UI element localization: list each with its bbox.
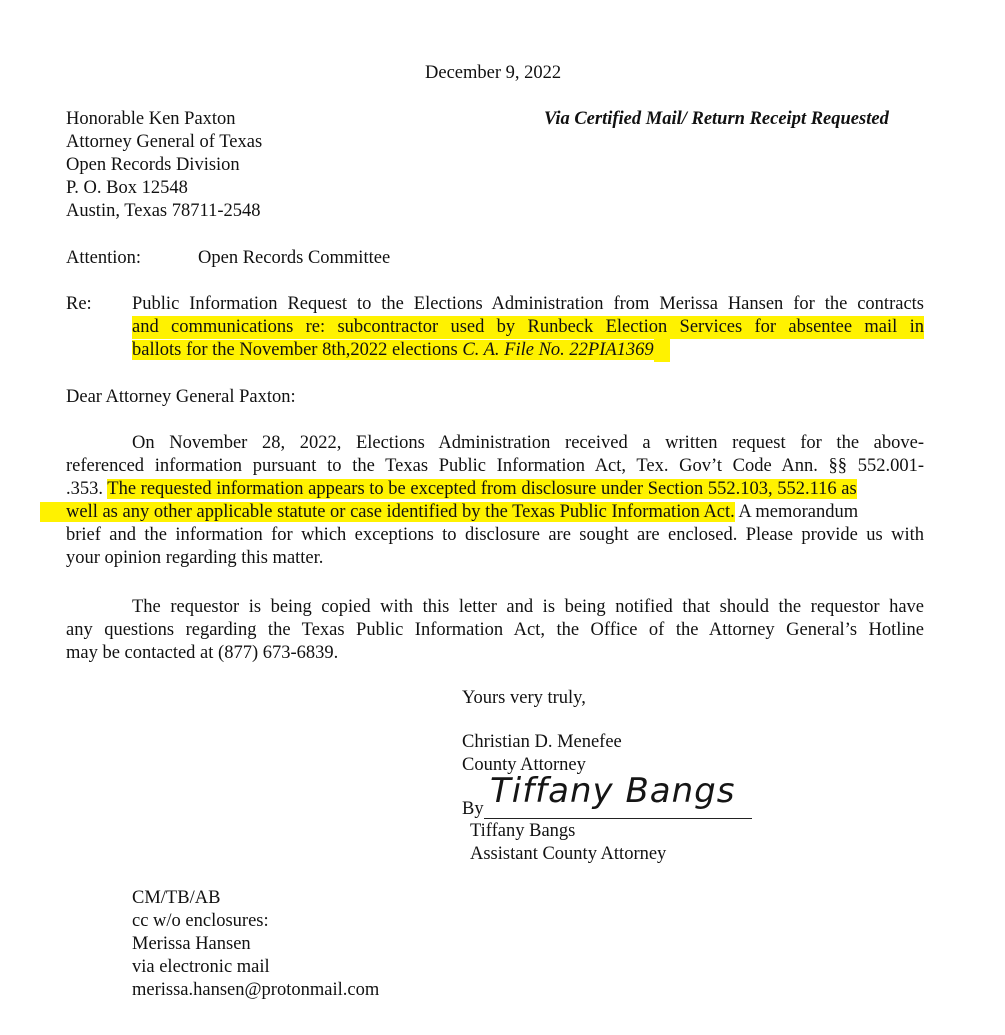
- letter-date: December 9, 2022: [425, 63, 562, 83]
- salutation: Dear Attorney General Paxton:: [66, 387, 296, 407]
- handwritten-signature: Tiffany Bangs: [490, 771, 736, 811]
- paragraph-highlight: The requested information appears to be excepted from disclosure under Section 552.103, 552.116 as: [107, 479, 857, 499]
- paragraph-line: your opinion regarding this matter.: [66, 548, 324, 568]
- closing: Yours very truly,: [462, 688, 586, 708]
- recipient-line: Attorney General of Texas: [66, 132, 263, 152]
- re-highlight: ballots for the November 8th,2022 elections: [132, 340, 463, 360]
- re-line: Public Information Request to the Elections Administration from Merissa Hansen for the contracts: [132, 294, 924, 314]
- paragraph-line: [40, 501, 858, 524]
- signer-name: Christian D. Menefee: [462, 732, 622, 752]
- recipient-line: Austin, Texas 78711-2548: [66, 201, 261, 221]
- delivery-method: Via Certified Mail/ Return Receipt Requested: [544, 109, 889, 129]
- recipient-line: P. O. Box 12548: [66, 178, 188, 198]
- paragraph-line: The requestor is being copied with this letter and is being notified that should the requestor have: [132, 597, 924, 617]
- cc-name: Merissa Hansen: [132, 934, 251, 954]
- recipient-line: Open Records Division: [66, 155, 240, 175]
- paragraph-text: .353.: [66, 479, 108, 499]
- re-highlight: and communications re: subcontractor used by Runbeck Election Services for absentee mail in: [132, 317, 924, 337]
- assistant-name: Tiffany Bangs: [470, 821, 576, 841]
- cc-line: cc w/o enclosures:: [132, 911, 269, 931]
- paragraph-highlight: well as any other applicable statute or case identified by the Texas Public Information Act.: [40, 502, 735, 522]
- re-line-highlighted: [132, 339, 670, 362]
- paragraph-line: On November 28, 2022, Elections Administration received a written request for the above-: [132, 433, 924, 453]
- recipient-line: Honorable Ken Paxton: [66, 109, 236, 129]
- cc-email: merissa.hansen@protonmail.com: [132, 980, 380, 1000]
- re-line-highlighted: [132, 316, 924, 339]
- paragraph-line: any questions regarding the Texas Public Information Act, the Office of the Attorney General’s Hotline: [66, 620, 924, 640]
- initials: CM/TB/AB: [132, 888, 221, 908]
- assistant-title: Assistant County Attorney: [470, 844, 667, 864]
- attention-value: Open Records Committee: [198, 248, 391, 268]
- paragraph-line: [66, 478, 857, 501]
- attention-label: Attention:: [66, 248, 142, 268]
- paragraph-line: may be contacted at (877) 673-6839.: [66, 643, 339, 663]
- signature-line: [484, 818, 752, 819]
- highlight-tail: [654, 339, 670, 362]
- signer-title: County Attorney: [462, 755, 586, 775]
- paragraph-line: brief and the information for which exceptions to disclosure are sought are enclosed. Please provide us with: [66, 525, 924, 545]
- paragraph-text: A memorandum: [734, 502, 859, 522]
- by-label: By: [462, 799, 484, 819]
- paragraph-line: referenced information pursuant to the Texas Public Information Act, Tex. Gov’t Code Ann. §§ 552.001-: [66, 456, 924, 476]
- file-number: C. A. File No. 22PIA1369: [462, 340, 654, 360]
- re-label: Re:: [66, 294, 92, 314]
- cc-via: via electronic mail: [132, 957, 270, 977]
